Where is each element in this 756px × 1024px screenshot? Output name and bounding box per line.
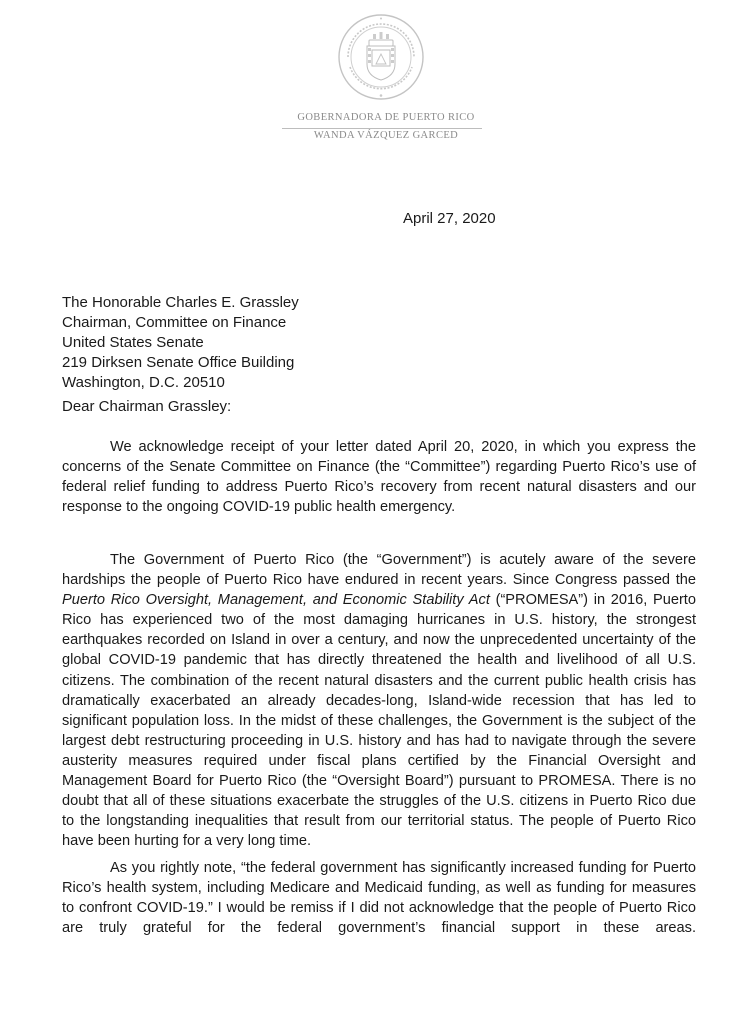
paragraph-2-lead: The Government of Puerto Rico (the “Government”) is acutely aware of the severe hardships the people of Puerto Rico have endured in recent years. Since Congress passed the [62, 552, 696, 589]
letterhead-governor-name: WANDA VÁZQUEZ GARCED [313, 130, 459, 141]
paragraph-2-rest: (“PROMESA”) in 2016, Puerto Rico has experienced two of the most damaging hurricanes in U.S. history, the strongest earthquakes recorded on Island in over a century, and now the unprecedented uncertainty of the global COVID-19 pandemic that has directly threatened the health and livelihood of all U.S. citizens. The combination of the recent natural disasters and the current public health crisis has dramatically exacerbated an already decades-long, Island-wide recession that has led to significant population loss. In the midst of these challenges, the Government is the subject of the largest debt restructuring proceeding in U.S. history and has had to navigate through the severe austerity measures required under fiscal plans certified by the Financial Oversight and Management Board for Puerto Rico (the “Oversight Board”) pursuant to PROMESA. There is no doubt that all of these situations exacerbate the struggles of the U.S. citizens in Puerto Rico due to the longstanding inequalities that result from our territorial status. The people of Puerto Rico have been hurting for a very long time. [62, 592, 696, 850]
letterhead-title: GOBERNADORA DE PUERTO RICO [297, 112, 475, 123]
body-paragraph-3: As you rightly note, “the federal government has significantly increased funding for Puerto Rico’s health system, including Medicare and Medicaid funding, as well as funding for measures to confront COVID-19.” I would be remiss if I did not acknowledge that the people of Puerto Rico are truly grateful for the federal government’s financial support in these areas. [62, 860, 696, 937]
governor-seal-icon [336, 12, 426, 102]
recipient-line: United States Senate [62, 334, 204, 351]
recipient-line: Chairman, Committee on Finance [62, 314, 287, 331]
letterhead-divider [282, 128, 482, 129]
letterhead [0, 0, 756, 150]
recipient-line: The Honorable Charles E. Grassley [62, 294, 299, 311]
salutation: Dear Chairman Grassley: [62, 398, 232, 415]
promesa-act-title: Puerto Rico Oversight, Management, and Economic Stability Act [62, 592, 490, 609]
recipient-address [62, 293, 299, 393]
recipient-line: Washington, D.C. 20510 [62, 374, 225, 391]
letter-date: April 27, 2020 [403, 210, 496, 227]
recipient-line: 219 Dirksen Senate Office Building [62, 354, 295, 371]
body-paragraph-2 [62, 550, 696, 851]
body-paragraph-1: We acknowledge receipt of your letter dated April 20, 2020, in which you express the concerns of the Senate Committee on Finance (the “Committee”) regarding Puerto Rico’s use of federal relief funding to address Puerto Rico’s recovery from recent natural disasters and our response to the ongoing COVID-19 public health emergency. [62, 439, 696, 516]
